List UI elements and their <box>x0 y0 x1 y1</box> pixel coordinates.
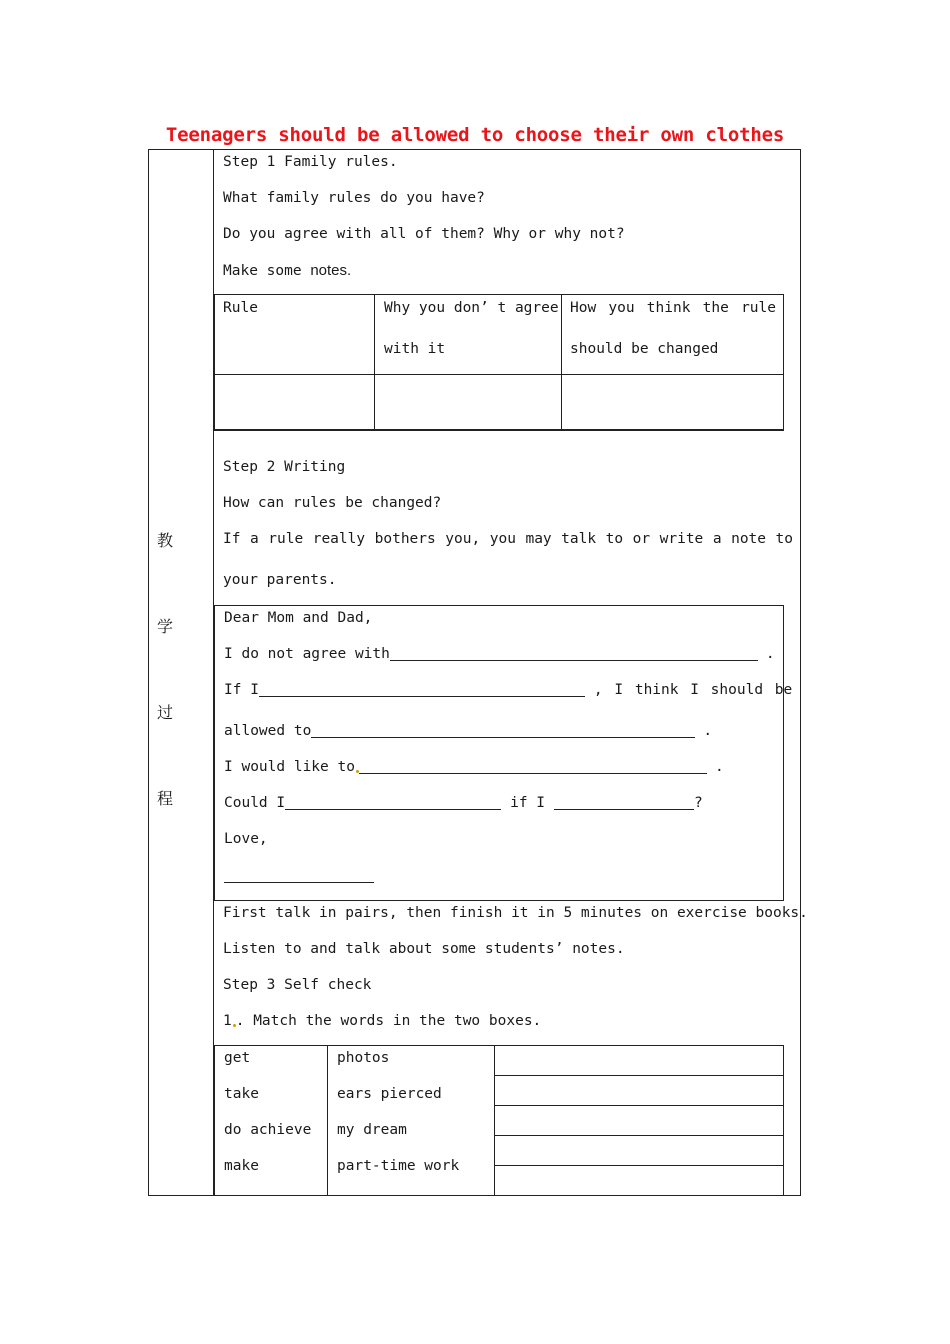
step3-item-1-text: . Match the words in the two boxes. <box>235 1013 542 1029</box>
letter-line-3-prefix: allowed to <box>224 723 312 739</box>
letter-line-4-prefix: I would like to <box>224 759 355 775</box>
step1-heading: Step 1 Family rules. <box>223 154 398 170</box>
rules-header-how-2: should be changed <box>570 341 719 357</box>
letter-signature-blank[interactable] <box>224 868 374 883</box>
answer-row-divider-4 <box>494 1165 784 1166</box>
answer-row-divider-3 <box>494 1135 784 1136</box>
letter-blank-5a[interactable] <box>285 795 501 810</box>
letter-blank-5b[interactable] <box>554 795 694 810</box>
step2-separator <box>214 430 784 431</box>
rules-header-why-2: with it <box>384 341 446 357</box>
letter-line-3 <box>224 723 712 739</box>
letter-blank-4[interactable] <box>359 759 707 774</box>
left-word-2: take <box>224 1086 259 1102</box>
match-table-col-divider-1 <box>327 1045 328 1196</box>
rules-header-why-1: Why you don’ t agree <box>384 300 559 316</box>
step2-heading: Step 2 Writing <box>223 459 346 475</box>
rules-header-how-1: How you think the rule <box>570 300 776 316</box>
side-label-char-3: 过 <box>157 703 174 722</box>
right-word-2: ears pierced <box>337 1086 442 1102</box>
step1-notes-line <box>223 262 351 279</box>
step2-paragraph-line-2: your parents. <box>223 572 337 588</box>
left-word-4: make <box>224 1158 259 1174</box>
letter-line-4-end: . <box>714 759 724 775</box>
match-table <box>214 1045 784 1196</box>
letter-line-2-prefix: If I <box>224 682 259 698</box>
instruction-line-2: Listen to and talk about some students’ notes. <box>223 941 625 957</box>
match-table-col-divider-2 <box>494 1045 495 1196</box>
right-word-1: photos <box>337 1050 390 1066</box>
rules-table-row-divider <box>214 374 784 375</box>
right-word-3: my dream <box>337 1122 407 1138</box>
letter-line-2-mid: , I think I should be <box>593 682 793 698</box>
step3-heading: Step 3 Self check <box>223 977 372 993</box>
instruction-line-1: First talk in pairs, then finish it in 5 minutes on exercise books. <box>223 905 808 921</box>
notes-word: notes. <box>310 262 352 279</box>
letter-greeting: Dear Mom and Dad, <box>224 610 373 626</box>
letter-line-5-mid: if I <box>510 795 546 811</box>
letter-line-5-end: ? <box>694 795 703 811</box>
rules-header-rule: Rule <box>223 300 258 316</box>
left-word-1: get <box>224 1050 251 1066</box>
letter-line-1-prefix: I do not agree with <box>224 646 390 662</box>
side-label-char-2: 学 <box>157 617 174 636</box>
letter-line-5 <box>224 795 703 811</box>
letter-line-4 <box>224 759 724 775</box>
step2-question: How can rules be changed? <box>223 495 442 511</box>
step3-item-1-number: 1 <box>223 1013 232 1029</box>
letter-line-1-end: . <box>765 646 775 662</box>
side-label-char-1: 教 <box>157 531 174 550</box>
left-word-3: do achieve <box>224 1122 312 1138</box>
letter-line-5-prefix: Could I <box>224 795 286 811</box>
notes-prefix: Make some <box>223 263 311 279</box>
step2-paragraph-line-1: If a rule really bothers you, you may talk to or write a note to <box>223 531 793 547</box>
letter-blank-2[interactable] <box>259 682 585 697</box>
answer-row-divider-1 <box>494 1075 784 1076</box>
step3-item-1 <box>223 1013 541 1029</box>
letter-line-3-end: . <box>703 723 713 739</box>
letter-blank-1[interactable] <box>390 646 758 661</box>
right-word-4: part-time work <box>337 1158 460 1174</box>
step1-question-1: What family rules do you have? <box>223 190 485 206</box>
letter-blank-3[interactable] <box>311 723 695 738</box>
side-label-char-4: 程 <box>157 789 174 808</box>
rules-table-col-divider-2 <box>561 294 562 430</box>
letter-line-2 <box>224 682 792 698</box>
rules-table-col-divider-1 <box>374 294 375 430</box>
step1-question-2: Do you agree with all of them? Why or why not? <box>223 226 625 242</box>
page-title: Teenagers should be allowed to choose their own clothes <box>165 124 785 146</box>
answer-row-divider-2 <box>494 1105 784 1106</box>
letter-line-1 <box>224 646 775 662</box>
letter-closing: Love, <box>224 831 268 847</box>
